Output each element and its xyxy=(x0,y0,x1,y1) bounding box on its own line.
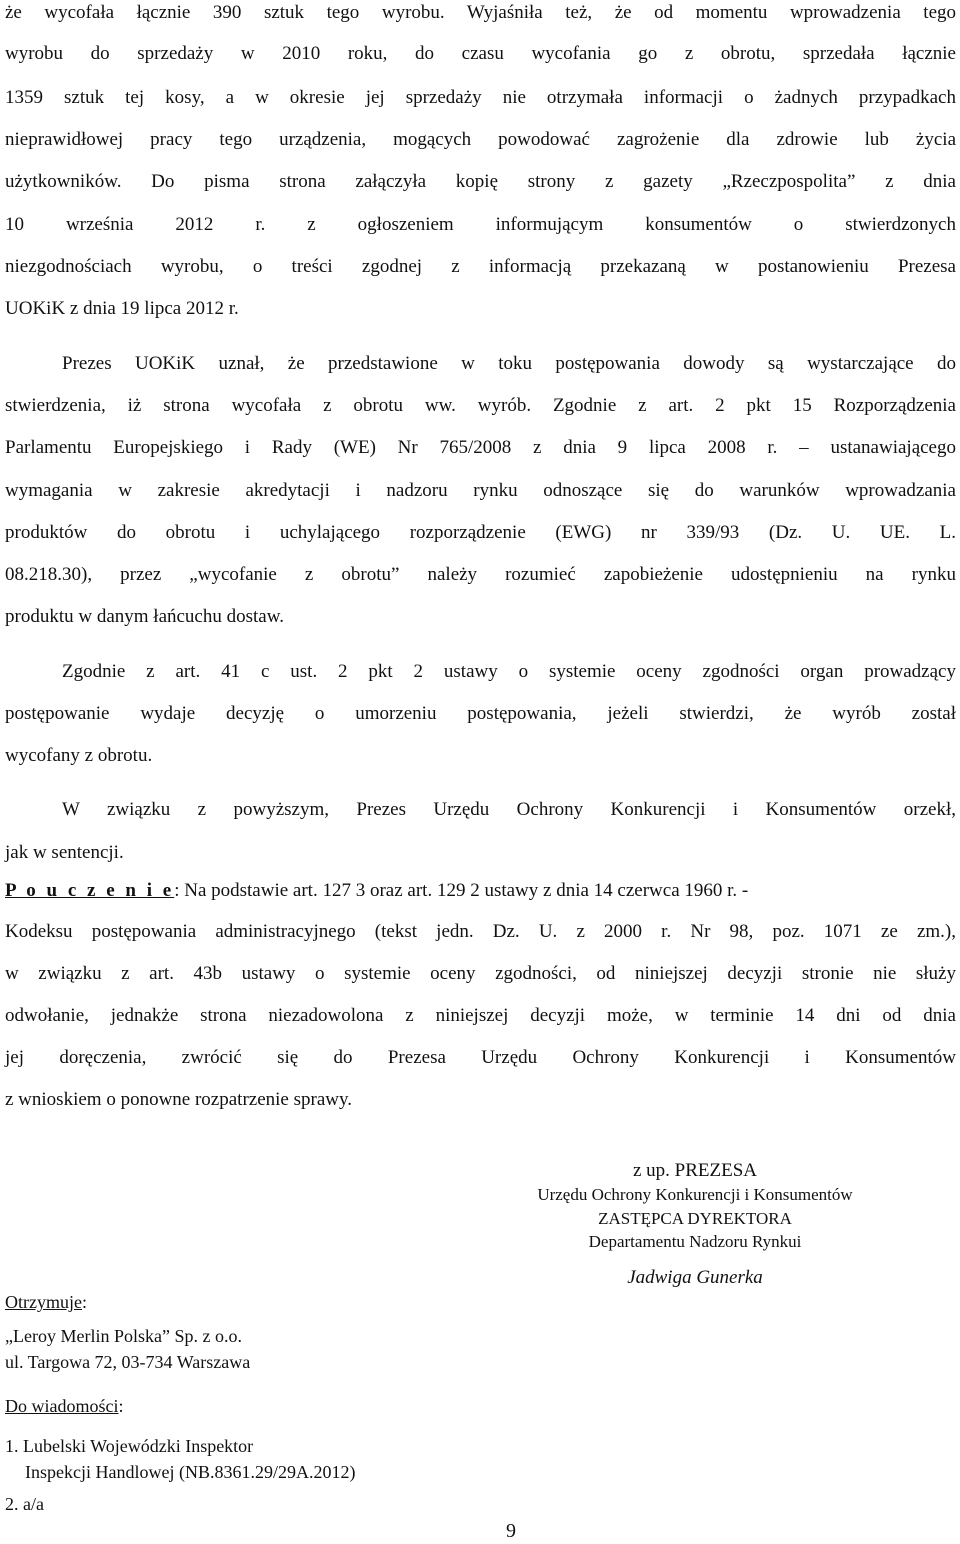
cc-item-1: 1. Lubelski Wojewódzki Inspektor xyxy=(5,1436,254,1456)
text-line: niezgodnościach wyrobu, o treści zgodnej z informacją przekazaną w postanowieniu Prezesa xyxy=(5,256,956,277)
text-line: 10 września 2012 r. z ogłoszeniem informującym konsumentów o stwierdzonych xyxy=(5,214,956,235)
text-line: produktu w danym łańcuchu dostaw. xyxy=(5,606,284,627)
signature-line-4: Departamentu Nadzoru Rynkui xyxy=(588,1232,802,1251)
cc-item-1-detail: Inspekcji Handlowej (NB.8361.29/29A.2012) xyxy=(25,1462,356,1482)
cc-heading-suffix: : xyxy=(118,1396,124,1416)
text-line: wycofany z obrotu. xyxy=(5,745,153,766)
pouczenie-first-line xyxy=(5,879,956,903)
cc-heading xyxy=(5,1396,124,1417)
recipient-name: „Leroy Merlin Polska” Sp. z o.o. xyxy=(5,1326,242,1346)
text-line: W związku z powyższym, Prezes Urzędu Ochrony Konkurencji i Konsumentów orzekł, xyxy=(62,799,956,820)
signature-line-2: Urzędu Ochrony Konkurencji i Konsumentów xyxy=(537,1185,853,1204)
recipients-heading xyxy=(5,1292,87,1313)
text-line: produktów do obrotu i uchylającego rozporządzenie (EWG) nr 339/93 (Dz. U. UE. L. xyxy=(5,522,956,543)
pouczenie-heading: P o u c z e n i e xyxy=(5,880,175,901)
text-line: Kodeksu postępowania administracyjnego (tekst jedn. Dz. U. z 2000 r. Nr 98, poz. 1071 ze zm.), xyxy=(5,921,956,942)
cc-item-2: 2. a/a xyxy=(5,1494,44,1514)
signature-name: Jadwiga Gunerka xyxy=(627,1267,763,1288)
page-number: 9 xyxy=(506,1520,516,1542)
text-line: odwołanie, jednakże strona niezadowolona z niniejszej decyzji może, w terminie 14 dni od dnia xyxy=(5,1005,956,1026)
pouczenie-first-line-text: : Na podstawie art. 127 3 oraz art. 129 2 ustawy z dnia 14 czerwca 1960 r. - xyxy=(174,880,749,901)
text-line: w związku z art. 43b ustawy o systemie oceny zgodności, od niniejszej decyzji stronie nie służy xyxy=(5,963,956,984)
recipients-heading-suffix: : xyxy=(81,1292,87,1312)
signature-line-3: ZASTĘPCA DYREKTORA xyxy=(598,1209,792,1228)
recipient-address: ul. Targowa 72, 03-734 Warszawa xyxy=(5,1352,251,1372)
text-line: z wnioskiem o ponowne rozpatrzenie sprawy. xyxy=(5,1089,352,1110)
text-line: użytkowników. Do pisma strona załączyła kopię strony z gazety „Rzeczpospolita” z dnia xyxy=(5,171,956,192)
text-line: jak w sentencji. xyxy=(5,842,124,863)
text-line: 1359 sztuk tej kosy, a w okresie jej sprzedaży nie otrzymała informacji o żadnych przypadkach xyxy=(5,87,956,108)
text-line: stwierdzenia, iż strona wycofała z obrotu ww. wyrób. Zgodnie z art. 2 pkt 15 Rozporządzenia xyxy=(5,395,956,416)
text-line: Parlamentu Europejskiego i Rady (WE) Nr 765/2008 z dnia 9 lipca 2008 r. – ustanawiającego xyxy=(5,437,956,458)
text-line: wymagania w zakresie akredytacji i nadzoru rynku odnoszące się do warunków wprowadzania xyxy=(5,480,956,501)
text-line: 08.218.30), przez „wycofanie z obrotu” należy rozumieć zapobieżenie udostępnieniu na rynku xyxy=(5,564,956,585)
text-line: wyrobu do sprzedaży w 2010 roku, do czasu wycofania go z obrotu, sprzedała łącznie xyxy=(5,43,956,64)
text-line: Prezes UOKiK uznał, że przedstawione w toku postępowania dowody są wystarczające do xyxy=(62,353,956,374)
text-line: Zgodnie z art. 41 c ust. 2 pkt 2 ustawy o systemie oceny zgodności organ prowadzący xyxy=(62,661,956,682)
signature-line-1: z up. PREZESA xyxy=(632,1160,758,1181)
recipients-heading-label: Otrzymuje xyxy=(5,1292,82,1312)
text-line: jej doręczenia, zwrócić się do Prezesa Urzędu Ochrony Konkurencji i Konsumentów xyxy=(5,1047,956,1068)
text-line: UOKiK z dnia 19 lipca 2012 r. xyxy=(5,298,239,319)
cc-heading-label: Do wiadomości xyxy=(5,1396,119,1416)
text-line: że wycofała łącznie 390 sztuk tego wyrobu. Wyjaśniła też, że od momentu wprowadzenia tego xyxy=(5,2,956,23)
text-line: nieprawidłowej pracy tego urządzenia, mogących powodować zagrożenie dla zdrowie lub życia xyxy=(5,129,956,150)
text-line: postępowanie wydaje decyzję o umorzeniu postępowania, jeżeli stwierdzi, że wyrób został xyxy=(5,703,956,724)
